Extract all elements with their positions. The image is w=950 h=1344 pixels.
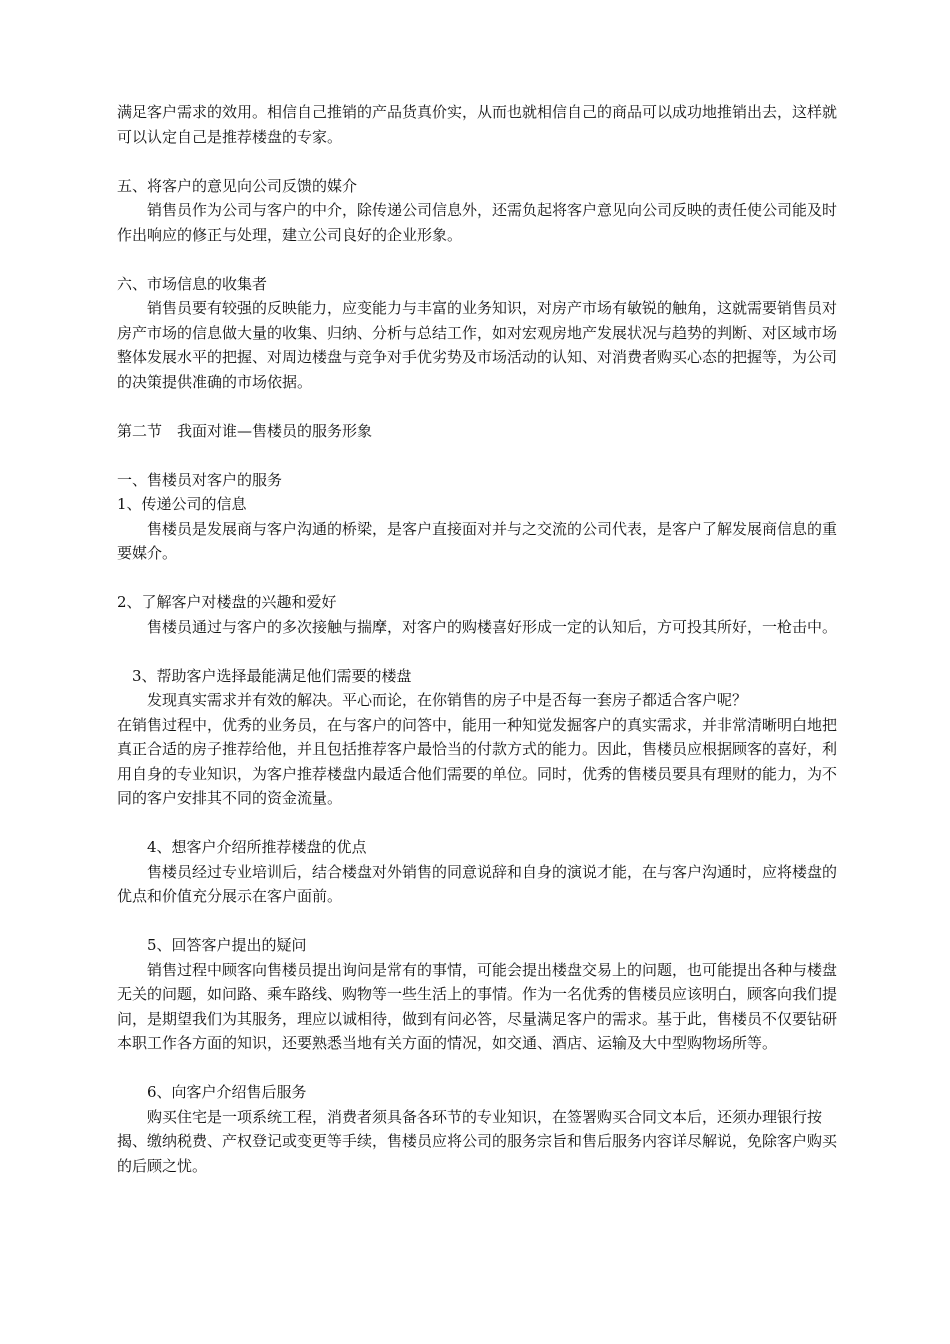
item1-body: 售楼员是发展商与客户沟通的桥梁，是客户直接面对并与之交流的公司代表，是客户了解发展商信息的重要媒介。 <box>117 519 838 562</box>
item4-body: 售楼员经过专业培训后，结合楼盘对外销售的同意说辞和自身的演说才能，在与客户沟通时，应将楼盘的优点和价值充分展示在客户面前。 <box>117 862 838 905</box>
section5-heading: 五、将客户的意见向公司反馈的媒介 <box>117 176 358 195</box>
item1-heading: 1、传递公司的信息 <box>117 495 247 513</box>
item2-body: 售楼员通过与客户的多次接触与揣摩，对客户的购楼喜好形成一定的认知后，方可投其所好，一枪击中。 <box>147 617 838 636</box>
item5-body: 销售过程中顾客向售楼员提出询问是常有的事情，可能会提出楼盘交易上的问题，也可能提出各种与楼盘无关的问题，如问路、乘车路线、购物等一些生活上的事情。作为一名优秀的售楼员应该明白，顾客向我们提问，是期望我们为其服务，理应以诚相待，做到有问必答，尽量满足客户的需求。基于此，售楼员不仅要钻研本职工作各方面的知识，还要熟悉当地有关方面的情况，如交通、酒店、运输及大中型购物场所等。 <box>117 960 838 1052</box>
item3-lead: 发现真实需求并有效的解决。平心而论，在你销售的房子中是否每一套房子都适合客户呢？ <box>147 691 748 709</box>
section6-body: 销售员要有较强的反映能力，应变能力与丰富的业务知识，对房产市场有敏锐的触角，这就需要销售员对房产市场的信息做大量的收集、归纳、分析与总结工作，如对宏观房地产发展状况与趋势的判断、对区域市场整体发展水平的把握、对周边楼盘与竞争对手优劣势及市场活动的认知、对消费者购买心态的把握等，为公司的决策提供准确的市场依据。 <box>117 299 838 391</box>
item2-heading: 2、了解客户对楼盘的兴趣和爱好 <box>117 593 337 611</box>
item3-heading: 3、帮助客户选择最能满足他们需要的楼盘 <box>132 666 412 685</box>
item5-heading: 5、回答客户提出的疑问 <box>147 936 307 954</box>
item6-body: 购买住宅是一项系统工程，消费者须具备各环节的专业知识，在签署购买合同文本后，还须办理银行按揭、缴纳税费、产权登记或变更等手续，售楼员应将公司的服务宗旨和售后服务内容详尽解说，免除客户购买的后顾之忧。 <box>117 1107 838 1175</box>
item4-heading: 4、想客户介绍所推荐楼盘的优点 <box>147 838 367 856</box>
item6-heading: 6、向客户介绍售后服务 <box>147 1083 307 1101</box>
part1-heading: 一、售楼员对客户的服务 <box>117 470 283 489</box>
section5-body: 销售员作为公司与客户的中介，除传递公司信息外，还需负起将客户意见向公司反映的责任使公司能及时作出响应的修正与处理，建立公司良好的企业形象。 <box>117 201 838 244</box>
section6-heading: 六、市场信息的收集者 <box>117 274 268 293</box>
paragraph-top: 满足客户需求的效用。相信自己推销的产品货真价实，从而也就相信自己的商品可以成功地推销出去，这样就可以认定自己是推荐楼盘的专家。 <box>117 103 838 146</box>
item3-body: 在销售过程中，优秀的业务员，在与客户的问答中，能用一种知觉发掘客户的真实需求，并非常清晰明白地把真正合适的房子推荐给他，并且包括推荐客户最恰当的付款方式的能力。因此，售楼员应根据顾客的喜好，利用自身的专业知识，为客户推荐楼盘内最适合他们需要的单位。同时，优秀的售楼员要具有理财的能力，为不同的客户安排其不同的资金流量。 <box>117 715 838 807</box>
chapter-title: 第二节 我面对谁—售楼员的服务形象 <box>117 421 373 440</box>
